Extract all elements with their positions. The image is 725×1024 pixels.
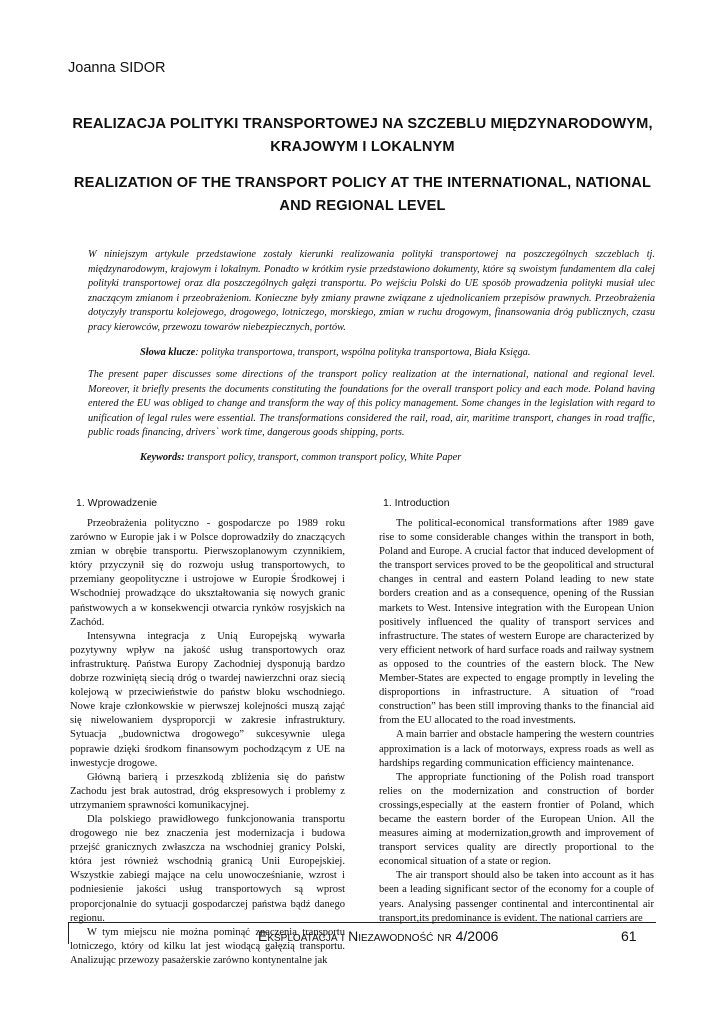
keywords-english-label: Keywords: xyxy=(140,452,185,463)
abstract-polish: W niniejszym artykule przedstawione zostały kierunki realizowania polityki transportowej na poszczególnych szczeblach tj. międzynarodowym, krajowym i lokalnym. Ponadto w krótkim rysie przedstawiono dokumenty, które są swoistym fundamentem dla całej polityki transportowej oraz dla poszczególnych gałęzi transportu. Po wejściu Polski do UE sposób prowadzenia polityki musiał ulec znaczącym zmianom i przeobrażeniom. Konieczne były zmiany prawne związane z ujednolicaniem przepisów prawnych. Przeobrażenia dotyczyły transportu kolejowego, drogowego, lotniczego, morskiego, zmian w ruchu drogowym, finansowania dróg publicznych, czasu pracy kierowców, przewozu towarów niebezpiecznych, portów. xyxy=(88,249,655,333)
keywords-english xyxy=(140,451,655,466)
journal-name: Eksploatacja i Niezawodność nr 4/2006 xyxy=(258,928,499,944)
section-heading-polish: 1. Wprowadzenie xyxy=(76,497,158,509)
page-number: 61 xyxy=(621,928,637,944)
paragraph: The air transport should also be taken into account as it has been a leading significant sector of the economy for a couple of years. Analysing passenger continental and intercontinental air transport,its predominance is evident. The national carriers are xyxy=(379,870,654,924)
footer-divider-tick xyxy=(68,922,69,944)
body-column-english xyxy=(379,517,654,926)
title-polish: REALIZACJA POLITYKI TRANSPORTOWEJ NA SZCZEBLU MIĘDZYNARODOWYM, KRAJOWYM I LOKALNYM xyxy=(72,116,653,155)
paragraph: Główną barierą i przeszkodą zbliżenia się do państw Zachodu jest brak autostrad, dróg ekspresowych i problemy z utrzymaniem sprawności komunikacyjnej. xyxy=(70,771,345,811)
body-column-polish xyxy=(70,517,345,968)
paragraph: Dla polskiego prawidłowego funkcjonowania transportu drogowego nie bez znaczenia jest modernizacja i budowa przejść granicznych zwłaszcza na wschodniej granicy Polski, która jest również wschodnią granicą Unii Europejskiej. Wszystkie zabiegi mające na celu unowocześnianie, wzrost i podniesienie jakości usług transportowych są wprost proporcjonalnie do sytuacji gospodarczej państwa bądź danego regionu. xyxy=(70,813,345,924)
footer-divider xyxy=(68,922,656,923)
paragraph: W tym miejscu nie można pominąć znaczenia transportu lotniczego, który od kilku lat jest wiodącą gałęzią transportu. Analizując przewozy pasażerskie zarówno kontynentalne jak xyxy=(70,926,345,966)
author-name: Joanna SIDOR xyxy=(68,60,166,76)
keywords-polish xyxy=(140,346,655,361)
keywords-english-text: transport policy, transport, common transport policy, White Paper xyxy=(184,452,462,463)
title-english: REALIZATION OF THE TRANSPORT POLICY AT THE INTERNATIONAL, NATIONAL AND REGIONAL LEVEL xyxy=(73,175,652,214)
paragraph: The political-economical transformations after 1989 gave rise to some considerable changes within the transport in both, Poland and Europe. A crucial factor that induced development of the transport services proved to be the geopolitical and structural changes in central and eastern Poland leading to new state borders creation and as a consequence, opening of the Russian markets to West. Intensive integration with the European Union positively influenced the quality of transport services and infrastructure. The states of western Europe are characterized by very efficient network of hard surface roads and railway systnem as opposed to the countries of the eastern block. The New Member-States are expected to engage promptly in leveling the disproportions in infrastructure. A situation of “road construction” has been still improving thanks to the financial aid from the EU allocated to the road investments. xyxy=(379,518,654,727)
paragraph: The appropriate functioning of the Polish road transport relies on the modernization and construction of border crossings,especially at the eastern frontier of Poland, which became the eastern border of the European Union. All the measures aiming at modernization,growth and improvement of transport services quality are directly proportional to the economical situation of a state or region. xyxy=(379,771,654,868)
paragraph: Przeobrażenia polityczno - gospodarcze po 1989 roku zarówno w Europie jak i w Polsce doprowadziły do znaczących zmian w obrębie transportu. Pierwszoplanowym czynnikiem, który przyczynił się do rozwoju usług transportowych, to przemiany geopolityczne i ustrojowe w Europie Środkowej i Wschodniej prowadzące do ukształtowania się nowych granic państwowych a w konsekwencji otwarcia rynków rosyjskich na Zachód. xyxy=(70,518,345,628)
paragraph: A main barrier and obstacle hampering the western countries approximation is a lack of motorways, express roads as well as hardships regarding communication efficiency maintenance. xyxy=(379,729,654,769)
paragraph: Intensywna integracja z Unią Europejską wywarła pozytywny wpływ na jakość usług transportowych oraz infrastrukturę. Państwa Europy Zachodniej dysponują bardzo dobrze rozwiniętą siecią dróg o twardej nawierzchni oraz siecią kolejową w przeciwieństwie do państw bloku wschodniego. Nowe kraje członkowskie w pierwszej kolejności muszą zająć się niwelowaniem dysproporcji w zakresie infrastruktury. Sytuacja „budownictwa drogowego” sukcesywnie ulega poprawie dzięki środkom finansowym pochodzącym z UE na inwestycje drogowe. xyxy=(70,630,345,769)
section-heading-english: 1. Introduction xyxy=(383,497,450,509)
keywords-polish-text: : polityka transportowa, transport, wspólna polityka transportowa, Biała Księga. xyxy=(195,347,531,358)
abstract-english: The present paper discusses some directions of the transport policy realization at the international, national and regional level. Moreover, it briefly presents the documents constituting the foundations for the overall transport policy and each mode. Poland having entered the EU was obliged to change and transform the way of this policy management. Some changes in the legislation with regard to unification of legal rules were essential. The transformations considered the rail, road, air, maritime transport, changes in road traffic, public roads financing, drivers` work time, dangerous goods shipping, ports. xyxy=(88,369,655,438)
keywords-polish-label: Słowa klucze xyxy=(140,347,196,358)
